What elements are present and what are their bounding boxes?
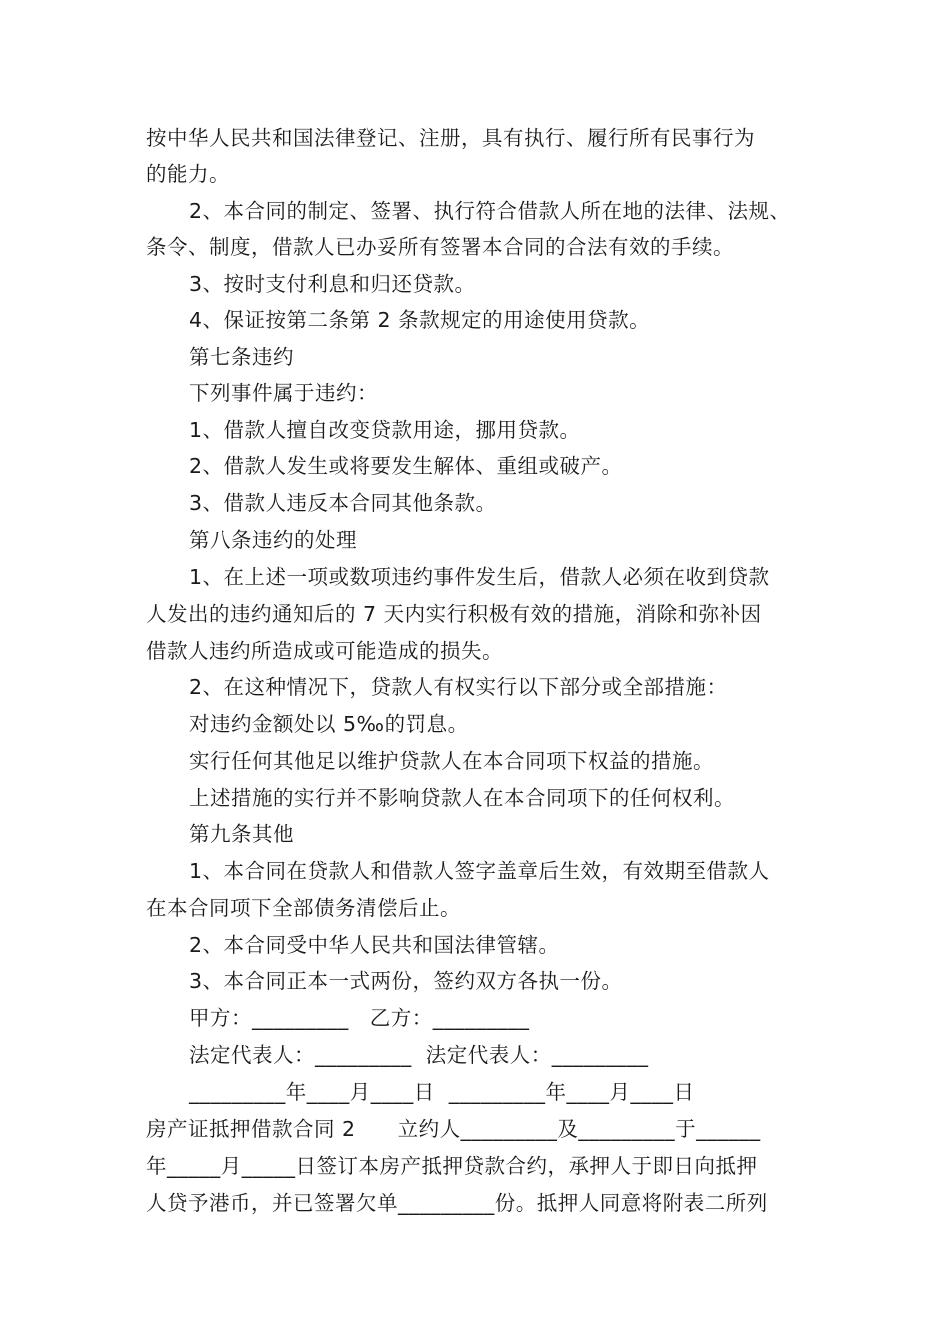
- text-line: 3、借款人违反本合同其他条款。: [189, 491, 497, 515]
- text-line: 2、借款人发生或将要发生解体、重组或破产。: [189, 454, 623, 478]
- section-heading: 第九条其他: [189, 822, 294, 846]
- section-heading: 第八条违约的处理: [189, 528, 357, 552]
- signature-line: 法定代表人：_________ 法定代表人：_________: [189, 1043, 649, 1067]
- text-line: 对违约金额处以 5‰的罚息。: [189, 712, 469, 736]
- text-line: 房产证抵押借款合同 2 立约人_________及_________于______: [146, 1117, 761, 1141]
- text-line: 2、在这种情况下，贷款人有权实行以下部分或全部措施：: [189, 675, 728, 699]
- text-line: 按中华人民共和国法律登记、注册，具有执行、履行所有民事行为: [146, 126, 755, 150]
- text-line: 借款人违约所造成或可能造成的损失。: [146, 639, 503, 663]
- text-line: 年_____月_____日签订本房产抵押贷款合约，承押人于即日向抵押: [146, 1154, 758, 1178]
- text-line: 2、本合同的制定、签署、执行符合借款人所在地的法律、法规、: [189, 199, 791, 223]
- text-line: 实行任何其他足以维护贷款人在本合同项下权益的措施。: [189, 749, 714, 773]
- text-line: 人贷予港币，并已签署欠单_________份。抵押人同意将附表二所列: [146, 1191, 768, 1215]
- text-line: 1、在上述一项或数项违约事件发生后，借款人必须在收到贷款: [189, 565, 770, 589]
- text-line: 3、本合同正本一式两份，签约双方各执一份。: [189, 969, 623, 993]
- text-line: 1、借款人擅自改变贷款用途，挪用贷款。: [189, 418, 581, 442]
- date-line: _________年____月____日 _________年____月____日: [189, 1080, 695, 1104]
- text-line: 1、本合同在贷款人和借款人签字盖章后生效，有效期至借款人: [189, 859, 770, 883]
- text-line: 上述措施的实行并不影响贷款人在本合同项下的任何权利。: [189, 786, 735, 810]
- text-line: 3、按时支付利息和归还贷款。: [189, 272, 476, 296]
- text-line: 在本合同项下全部债务清偿后止。: [146, 896, 461, 920]
- signature-line: 甲方：_________ 乙方：_________: [189, 1006, 530, 1030]
- text-line: 4、保证按第二条第 2 条款规定的用途使用贷款。: [189, 308, 651, 332]
- text-line: 条令、制度，借款人已办妥所有签署本合同的合法有效的手续。: [146, 235, 734, 259]
- text-line: 人发出的违约通知后的 7 天内实行积极有效的措施，消除和弥补因: [146, 602, 762, 626]
- text-line: 的能力。: [146, 162, 230, 186]
- text-line: 2、本合同受中华人民共和国法律管辖。: [189, 933, 560, 957]
- text-line: 下列事件属于违约：: [189, 381, 378, 405]
- section-heading: 第七条违约: [189, 345, 294, 369]
